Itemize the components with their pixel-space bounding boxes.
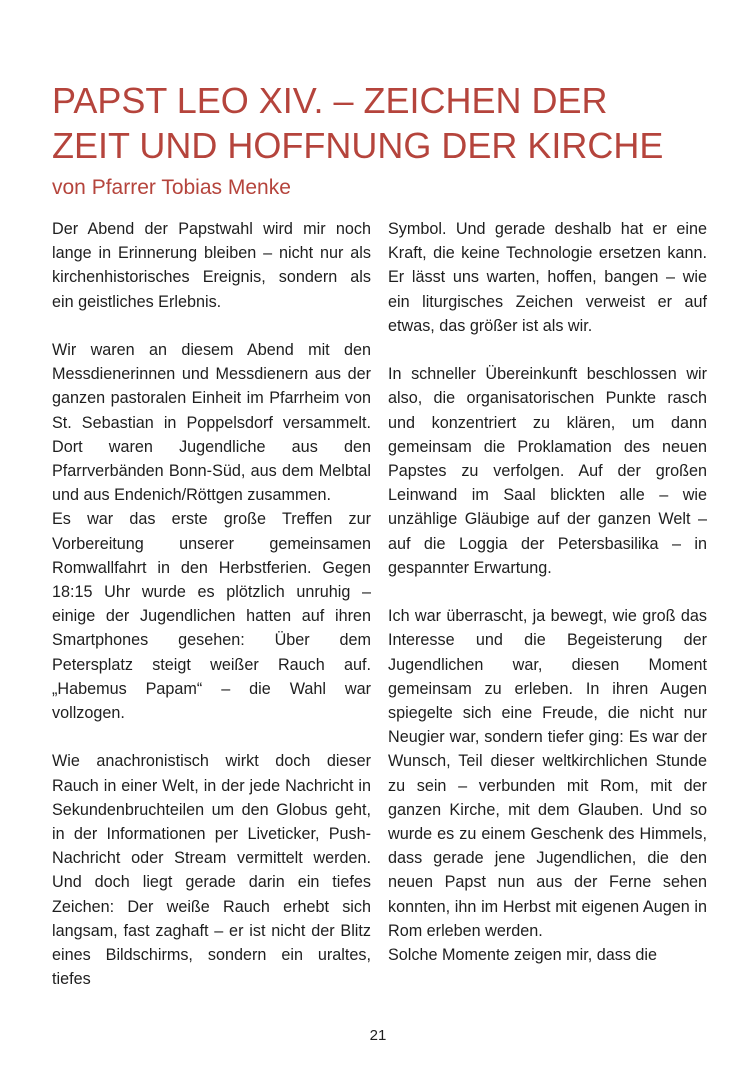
article-title-line-1: PAPST LEO XIV. – ZEICHEN DER <box>52 80 608 121</box>
text-column-left <box>52 217 371 991</box>
paragraph: Ich war überrascht, ja bewegt, wie groß das Interesse und die Begeisterung der Jugendlichen war, diesen Moment gemeinsam zu erleben. In ihren Augen spiegelte sich eine Freude, die nicht nur Neugier war, sondern tiefer ging: Es war der Wunsch, Teil dieser weltkirchlichen Stunde zu sein – verbunden mit Rom, mit der ganzen Kirche, mit dem Glauben. Und so wurde es zu einem Geschenk des Himmels, dass gerade jene Jugendlichen, die den neuen Papst nun aus der Ferne sehen konnten, ihn im Herbst mit eigenen Augen in Rom erleben werden. <box>388 607 707 940</box>
paragraph: Symbol. Und gerade deshalb hat er eine Kraft, die keine Technologie ersetzen kann. Er lässt uns warten, hoffen, bangen – wie ein liturgisches Zeichen verweist er auf etwas, das größer ist als wir. <box>388 220 707 335</box>
article-title <box>52 78 732 168</box>
paragraph: Solche Momente zeigen mir, dass die <box>388 946 658 965</box>
page-number: 21 <box>369 1027 387 1044</box>
paragraph: In schneller Übereinkunft beschlossen wir also, die organisatorischen Punkte rasch und konzentriert zu klären, um dann gemeinsam die Proklamation des neuen Papstes zu verfolgen. Auf der großen Leinwand im Saal blickten alle – wie unzählige Gläubige auf der ganzen Welt – auf die Loggia der Petersbasilika – in gespannter Erwartung. <box>388 365 707 577</box>
paragraph: Wie anachronistisch wirkt doch dieser Rauch in einer Welt, in der jede Nachricht in Sekundenbruchteilen um den Globus geht, in der Informationen per Liveticker, Push-Nachricht oder Stream vermittelt werden. Und doch liegt gerade darin ein tiefes Zeichen: Der weiße Rauch erhebt sich langsam, fast zaghaft – er ist nicht der Blitz eines Bildschirms, sondern ein uraltes, tiefes <box>52 752 371 989</box>
article-title-line-2: ZEIT UND HOFFNUNG DER KIRCHE <box>52 125 664 166</box>
paragraph: Wir waren an diesem Abend mit den Messdienerinnen und Messdienern aus der ganzen pastoralen Einheit im Pfarrheim von St. Sebastian in Poppelsdorf versammelt. Dort waren Jugendliche aus den Pfarrverbänden Bonn-Süd, aus dem Melbtal und aus Endenich/Röttgen zusammen. <box>52 341 371 505</box>
author-byline: von Pfarrer Tobias Menke <box>52 176 291 199</box>
text-column-right <box>388 217 707 967</box>
paragraph: Es war das erste große Treffen zur Vorbereitung unserer gemeinsamen Romwallfahrt in den Herbstferien. Gegen 18:15 Uhr wurde es plötzlich unruhig – einige der Jugendlichen hatten auf ihren Smartphones gesehen: Über dem Petersplatz steigt weißer Rauch auf. „Habemus Papam“ – die Wahl war vollzogen. <box>52 510 371 723</box>
paragraph: Der Abend der Papstwahl wird mir noch lange in Erinnerung bleiben – nicht nur als kirchenhistorisches Ereignis, sondern als ein geistliches Erlebnis. <box>52 220 371 311</box>
